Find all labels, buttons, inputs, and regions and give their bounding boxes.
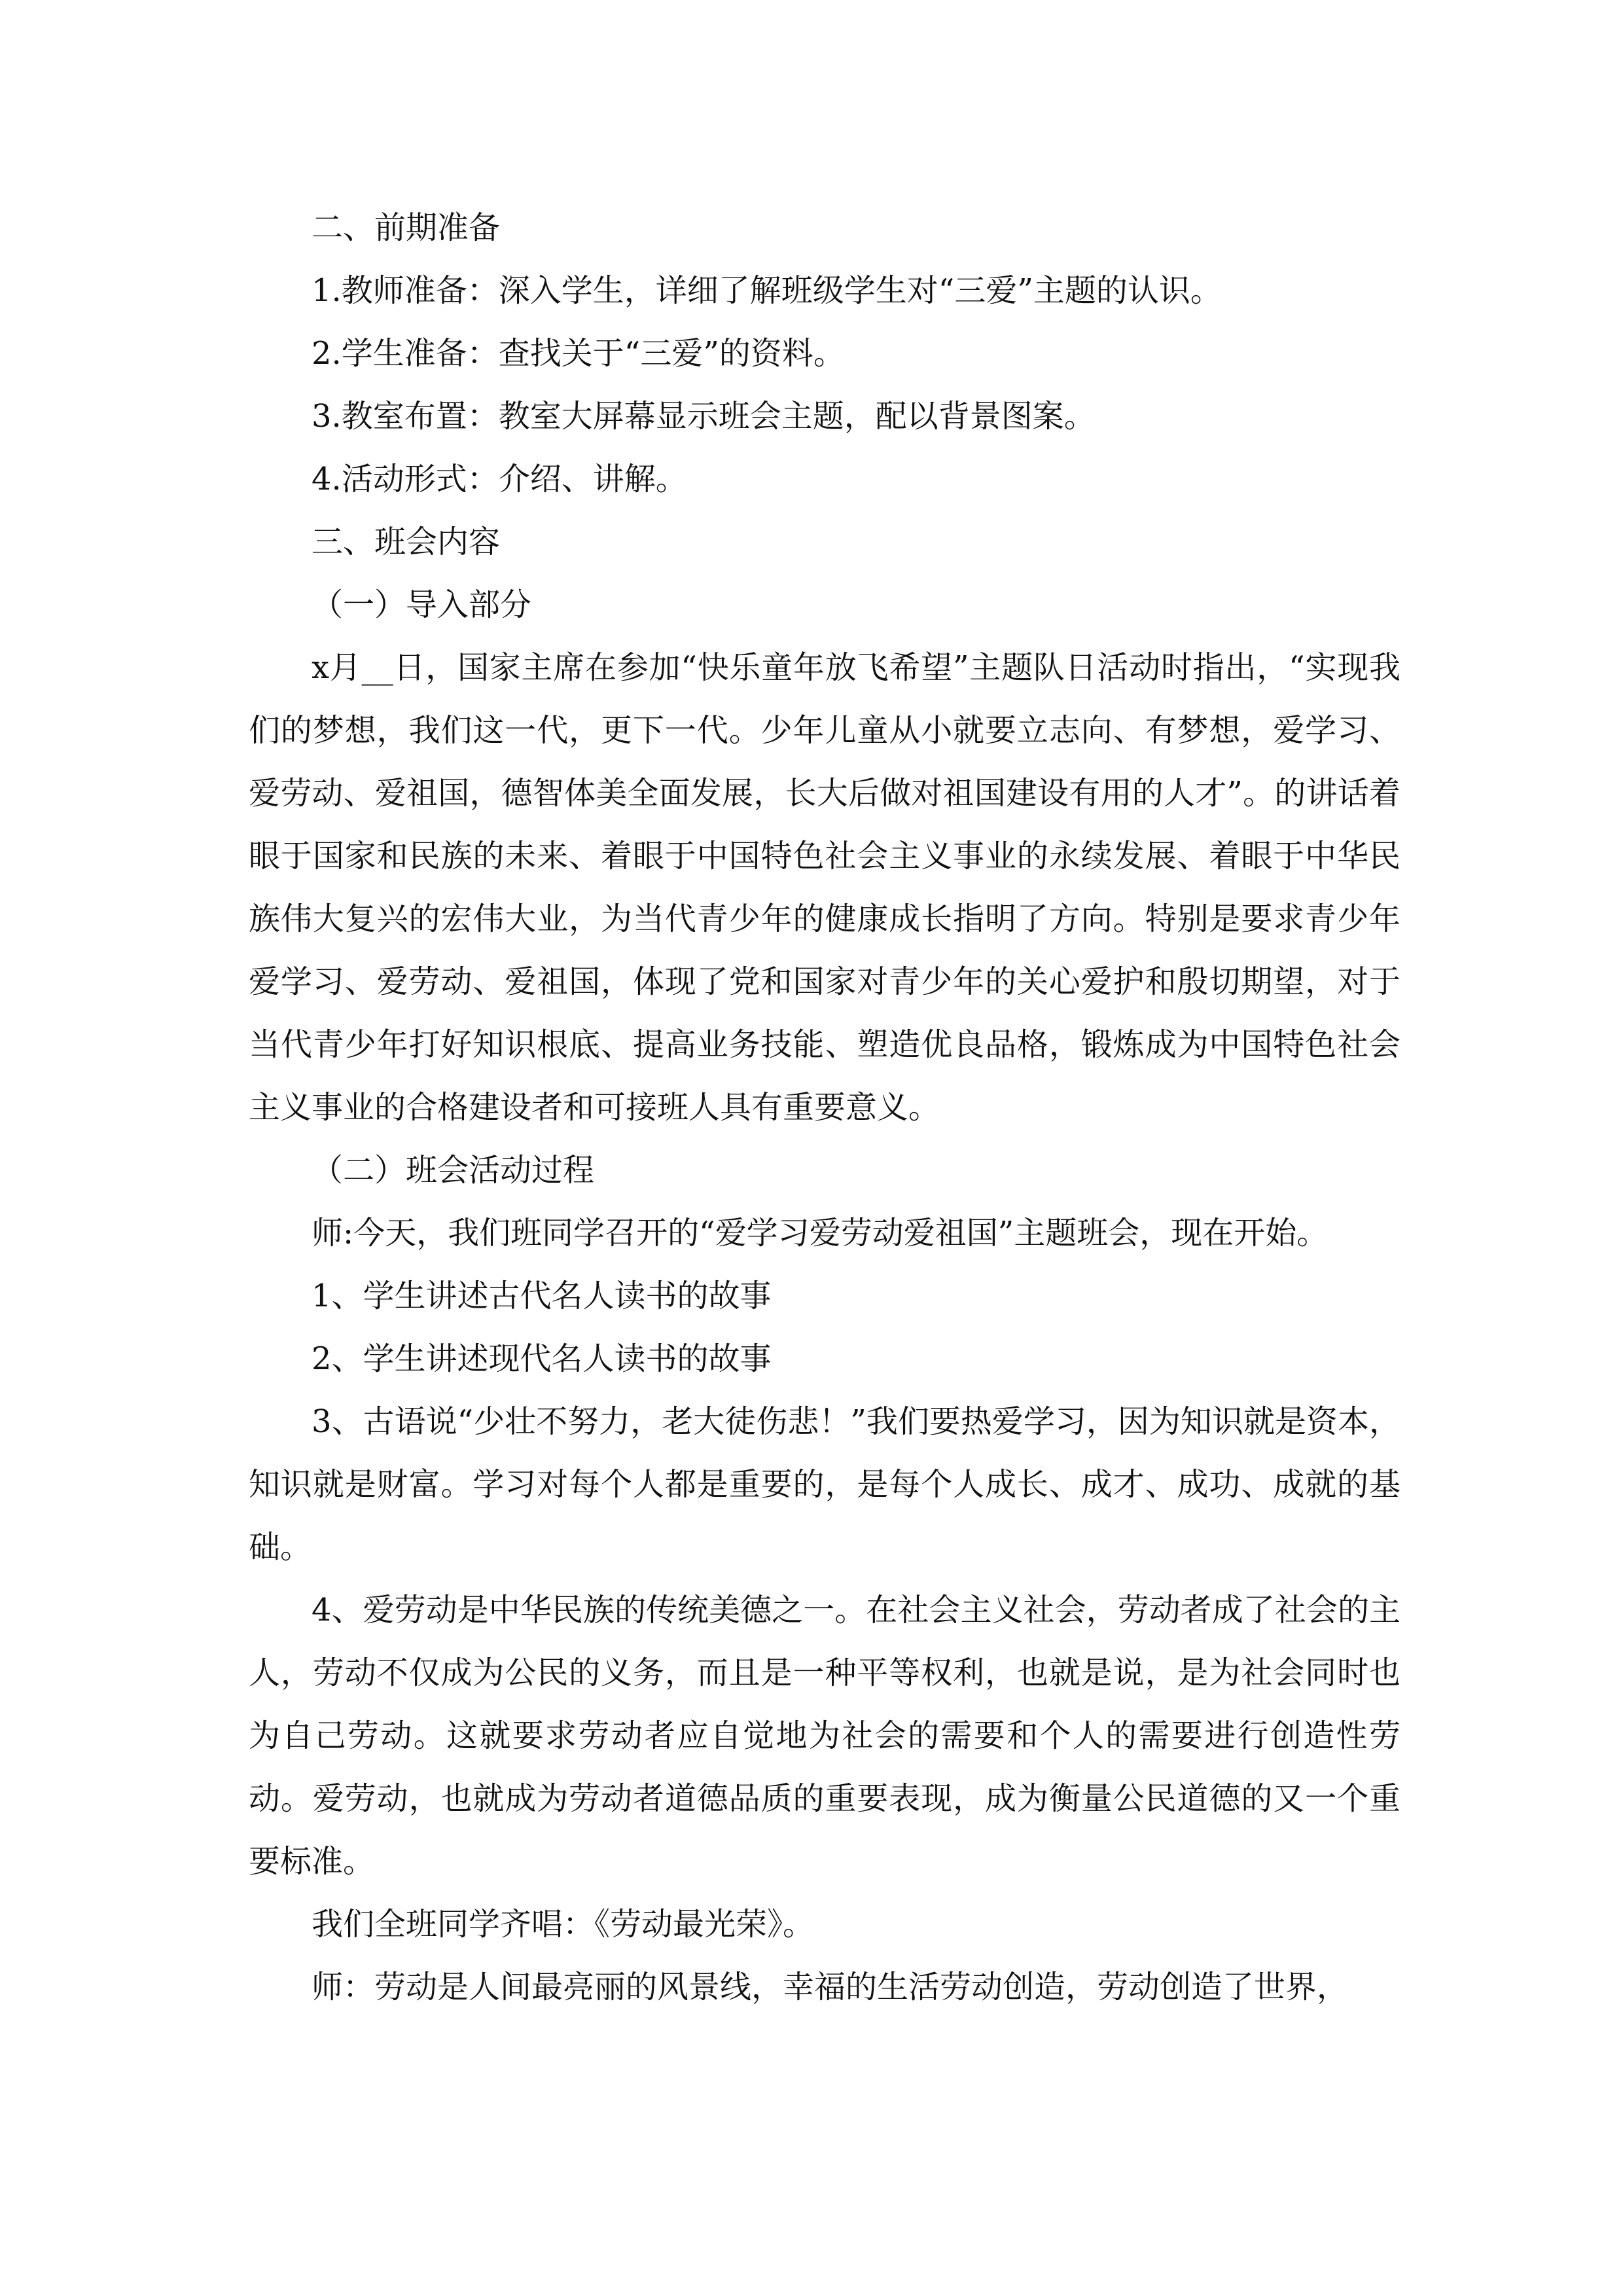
teacher-line-last: 师：劳动是人间最亮丽的风景线，幸福的生活劳动创造，劳动创造了世界， <box>312 1969 1349 2005</box>
subsection-heading-process: （二）班会活动过程 <box>312 1152 595 1189</box>
paragraph-labor: 4、爱劳动是中华民族的传统美德之一。在社会主义社会，劳动者成了社会的主人，劳动不仅成为公民的义务，而且是一种平等权利，也就是说，是为社会同时也为自己劳动。这就要求劳动者应自觉地为社会的需要和个人的需要进行创造性劳动。爱劳动，也就成为劳动者道德品质的重要表现，成为衡量公民道德的又一个重要标准。 <box>249 1592 1400 1880</box>
section-heading-preparation: 二、前期准备 <box>312 209 501 246</box>
document-body <box>249 196 1400 2018</box>
subsection-heading-intro: （一）导入部分 <box>312 586 532 623</box>
singing-line: 我们全班同学齐唱：《劳动最光荣》。 <box>312 1906 815 1943</box>
list-item: 2、学生讲述现代名人读书的故事 <box>312 1340 772 1377</box>
list-item: 4.活动形式：介绍、讲解。 <box>312 461 687 497</box>
section-heading-content: 三、班会内容 <box>312 524 501 560</box>
list-item: 2.学生准备：查找关于“三爱”的资料。 <box>312 335 845 372</box>
teacher-line: 师:今天，我们班同学召开的“爱学习爱劳动爱祖国”主题班会，现在开始。 <box>312 1215 1329 1251</box>
list-item: 1、学生讲述古代名人读书的故事 <box>312 1278 772 1314</box>
paragraph-study: 3、古语说“少壮不努力，老大徒伤悲！”我们要热爱学习，因为知识就是资本，知识就是财富。学习对每个人都是重要的，是每个人成长、成才、成功、成就的基础。 <box>249 1403 1400 1566</box>
list-item: 3.教室布置：教室大屏幕显示班会主题，配以背景图案。 <box>312 398 1096 435</box>
list-item: 1.教师准备：深入学生，详细了解班级学生对“三爱”主题的认识。 <box>312 272 1222 309</box>
paragraph-intro: x月__日，国家主席在参加“快乐童年放飞希望”主题队日活动时指出，“实现我们的梦想，我们这一代，更下一代。少年儿童从小就要立志向、有梦想，爱学习、爱劳动、爱祖国，德智体美全面发展，长大后做对祖国建设有用的人才”。的讲话着眼于国家和民族的未来、着眼于中国特色社会主义事业的永续发展、着眼于中华民族伟大复兴的宏伟大业，为当代青少年的健康成长指明了方向。特别是要求青少年爱学习、爱劳动、爱祖国，体现了党和国家对青少年的关心爱护和殷切期望，对于当代青少年打好知识根底、提高业务技能、塑造优良品格，锻炼成为中国特色社会主义事业的合格建设者和可接班人具有重要意义。 <box>249 649 1400 1126</box>
